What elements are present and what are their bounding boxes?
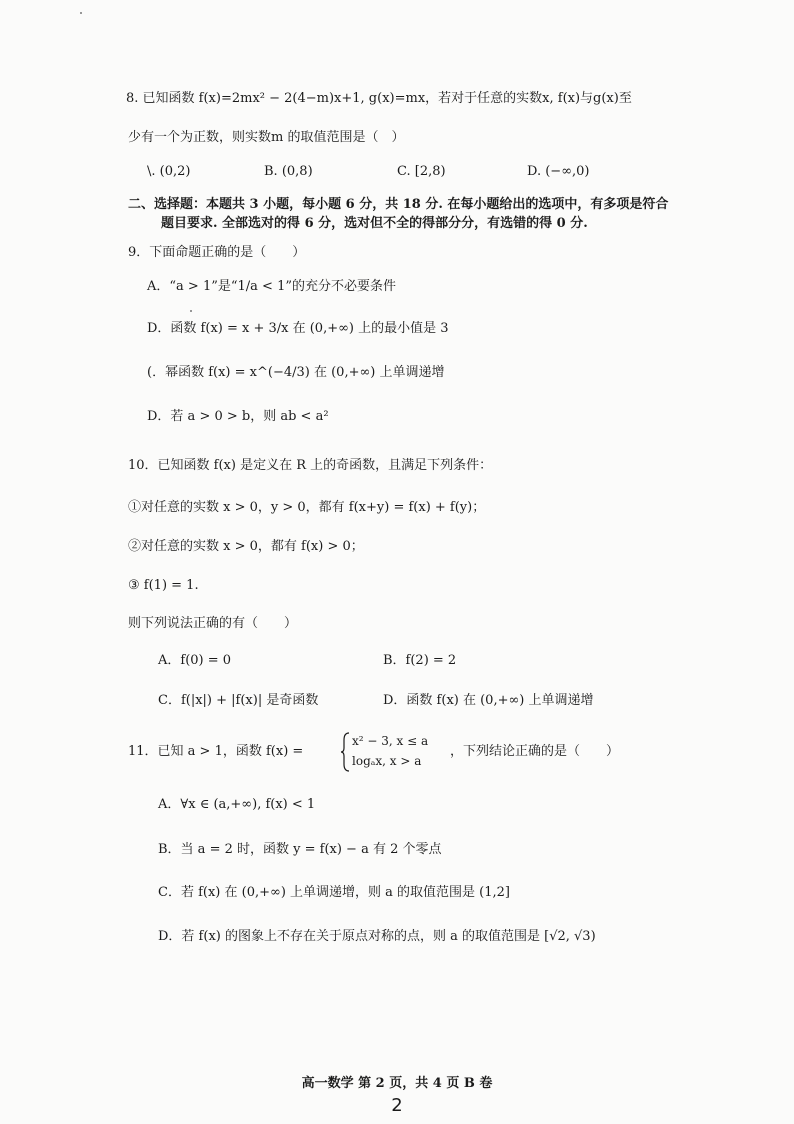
q10-option-d: D．函数 f(x) 在 (0,+∞) 上单调递增 xyxy=(383,693,594,708)
q10-option-c: C．f(|x|) + |f(x)| 是奇函数 xyxy=(158,693,319,708)
q11-option-c: C．若 f(x) 在 (0,+∞) 上单调递增，则 a 的取值范围是 (1,2] xyxy=(158,885,510,900)
q11-stem-prefix: 11．已知 a > 1，函数 f(x) = xyxy=(128,744,304,759)
q10-stem: 10．已知函数 f(x) 是定义在 R 上的奇函数，且满足下列条件： xyxy=(128,458,493,473)
q10-question: 则下列说法正确的有（ ） xyxy=(128,616,298,631)
q10-option-b: B．f(2) = 2 xyxy=(383,653,457,668)
q10-option-a: A．f(0) = 0 xyxy=(158,653,232,668)
q9-stem: 9．下面命题正确的是（ ） xyxy=(128,245,306,260)
piecewise-brace xyxy=(340,732,350,772)
q9-option-a: A．“a > 1”是“1/a < 1”的充分不必要条件 xyxy=(147,279,396,294)
q10-condition-3: ③ f(1) = 1. xyxy=(128,578,199,593)
q9-option-c: (．幂函数 f(x) = x^(−4/3) 在 (0,+∞) 上单调递增 xyxy=(147,365,445,380)
scan-speck xyxy=(80,12,82,14)
q10-condition-1: ①对任意的实数 x > 0，y > 0，都有 f(x+y) = f(x) + f(y)； xyxy=(128,500,486,515)
q11-stem-suffix: ，下列结论正确的是（ ） xyxy=(450,744,620,759)
q11-option-a: A．∀x ∈ (a,+∞), f(x) < 1 xyxy=(158,797,316,812)
q8-line1: 8. 已知函数 f(x)=2mx² − 2(4−m)x+1, g(x)=mx，若对于任意的实数x, f(x)与g(x)至 xyxy=(126,91,632,106)
q11-piece-1: x² − 3, x ≤ a xyxy=(352,734,429,748)
section2-line1: 二、选择题：本题共 3 小题，每小题 6 分，共 18 分. 在每小题给出的选项中，有多项是符合 xyxy=(128,197,669,212)
section2-line2: 题目要求. 全部选对的得 6 分，选对但不全的得部分分，有选错的得 0 分. xyxy=(161,216,588,231)
q9-option-d: D．若 a > 0 > b，则 ab < a² xyxy=(147,409,329,424)
q8-option-d: D. (−∞,0) xyxy=(527,164,590,179)
page-number: 2 xyxy=(391,1095,403,1116)
q11-piece-2: logₐx, x > a xyxy=(352,754,422,768)
q11-option-b: B．当 a = 2 时，函数 y = f(x) − a 有 2 个零点 xyxy=(158,842,442,857)
q8-option-b: B. (0,8) xyxy=(264,164,313,179)
q10-condition-2: ②对任意的实数 x > 0，都有 f(x) > 0； xyxy=(128,539,364,554)
q8-option-a: \. (0,2) xyxy=(147,164,191,179)
q8-option-c: C. [2,8) xyxy=(397,164,446,179)
scan-speck xyxy=(190,310,192,312)
page-footer: 高一数学 第 2 页，共 4 页 B 卷 xyxy=(301,1076,493,1091)
q9-option-b: D．函数 f(x) = x + 3/x 在 (0,+∞) 上的最小值是 3 xyxy=(147,321,449,336)
q11-option-d: D．若 f(x) 的图象上不存在关于原点对称的点，则 a 的取值范围是 [√2, √3) xyxy=(158,929,596,944)
q8-line2: 少有一个为正数，则实数m 的取值范围是（ ） xyxy=(128,130,405,145)
